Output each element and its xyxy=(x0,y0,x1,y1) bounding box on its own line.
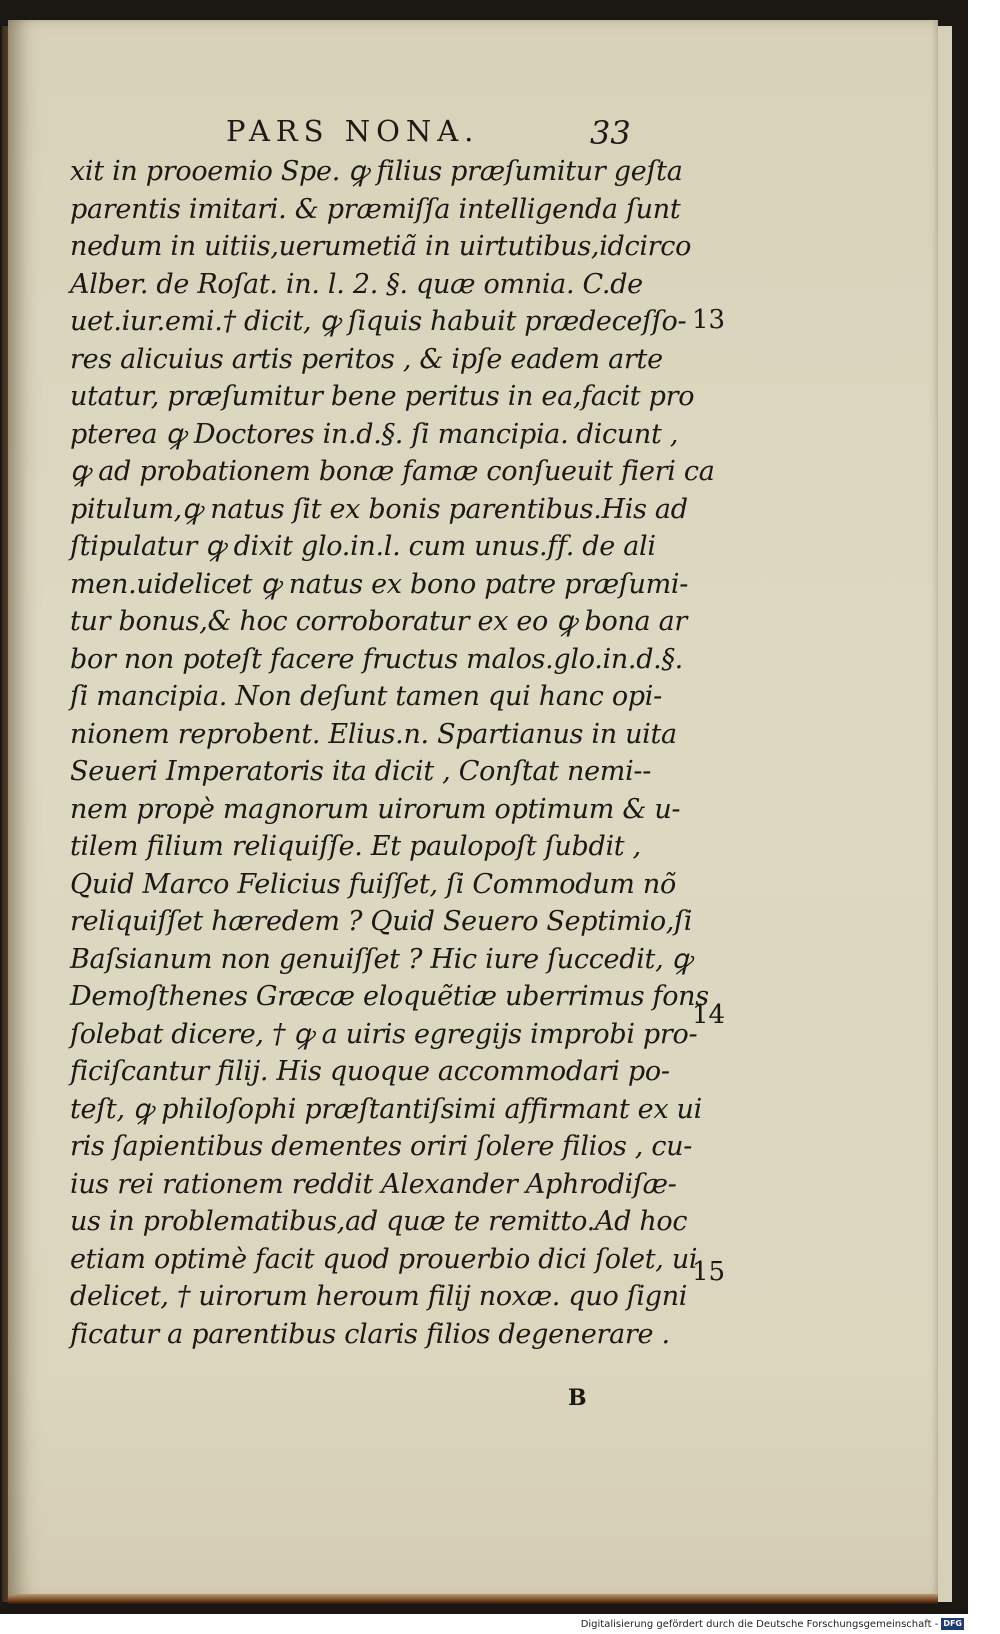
text-line: reliquiſſet hæredem ? Quid Seuero Septimio,ſi xyxy=(70,906,693,937)
text-line: ius rei rationem reddit Alexander Aphrodiſæ- xyxy=(70,1168,677,1200)
text-line: ris ſapientibus dementes oriri ſolere filios , cu- xyxy=(70,1131,693,1162)
text-line: men.uidelicet ꝙ natus ex bono patre præſumi- xyxy=(70,568,689,600)
text-line: Quid Marco Felicius fuiſſet, ſi Commodum nõ xyxy=(70,868,676,900)
text-line: res alicuius artis peritos , & ipſe eadem arte xyxy=(70,343,663,375)
text-line: pterea ꝙ Doctores in.d.§. ſi mancipia. dicunt , xyxy=(70,418,679,450)
text-line: Seueri Imperatoris ita dicit , Conſtat nemi-- xyxy=(70,756,652,787)
text-line: ſi mancipia. Non deſunt tamen qui hanc opi- xyxy=(70,681,662,712)
text-line: etiam optimè facit quod prouerbio dici ſolet, ui xyxy=(70,1243,698,1275)
text-line: nem propè magnorum uirorum optimum & u- xyxy=(70,793,681,825)
text-line: nedum in uitiis,uerumetiã in uirtutibus,idcirco xyxy=(70,231,692,262)
text-line: Baſsianum non genuiſſet ? Hic iure ſuccedit, ꝙ xyxy=(70,943,692,975)
text-line: delicet, † uirorum heroum filij noxæ. quo ſigni xyxy=(70,1281,688,1312)
text-line: teſt, ꝙ philoſophi præſtantiſsimi affirmant ex ui xyxy=(70,1093,702,1125)
text-line: ꝙ ad probationem bonæ famæ conſueuit fieri ca xyxy=(70,456,715,487)
text-line: ficatur a parentibus claris filios degenerare . xyxy=(70,1318,670,1350)
signature-mark: B xyxy=(568,1385,587,1411)
page-bottom-edge xyxy=(8,1594,938,1604)
text-line: ficiſcantur filij. His quoque accommodari po- xyxy=(70,1056,670,1087)
text-line: Alber. de Roſat. in. l. 2. §. quæ omnia. C.de xyxy=(70,268,643,300)
footer-credit-text: Digitalisierung gefördert durch die Deutsche Forschungsgemeinschaft - xyxy=(580,1618,939,1630)
text-line: tilem filium reliquiſſe. Et paulopoſt ſubdit , xyxy=(70,831,641,862)
text-line: bor non poteſt facere fructus malos.glo.in.d.§. xyxy=(70,643,683,675)
text-line: us in problematibus,ad quæ te remitto.Ad hoc xyxy=(70,1206,688,1237)
text-line: ſtipulatur ꝙ dixit glo.in.l. cum unus.ff. de ali xyxy=(70,531,656,562)
text-line: nionem reprobent. Elius.n. Spartianus in uita xyxy=(70,718,677,750)
text-line: uet.iur.emi.† dicit, ꝙ ſiquis habuit prædeceſſo- xyxy=(70,306,687,337)
footer-credit xyxy=(581,1618,964,1630)
text-line: ſolebat dicere, † ꝙ a uiris egregijs improbi pro- xyxy=(70,1018,698,1050)
margin-number: 14 xyxy=(692,1000,726,1030)
text-line: utatur, præſumitur bene peritus in ea,facit pro xyxy=(70,381,695,412)
running-header: PARS NONA. xyxy=(226,114,480,148)
text-line: pitulum,ꝙ natus ſit ex bonis parentibus.His ad xyxy=(70,493,688,525)
margin-number: 13 xyxy=(692,305,726,335)
text-line: xit in prooemio Spe. ꝙ filius præſumitur geſta xyxy=(70,156,683,187)
margin-number: 15 xyxy=(692,1257,726,1287)
text-line: parentis imitari. & præmiſſa intelligenda ſunt xyxy=(70,193,681,225)
dfg-logo[interactable]: DFG xyxy=(943,1619,962,1628)
text-line: Demoſthenes Græcæ eloquẽtiæ uberrimus fons xyxy=(70,981,709,1012)
folio-number: 33 xyxy=(590,114,631,152)
text-line: tur bonus,& hoc corroboratur ex eo ꝙ bona ar xyxy=(70,606,688,637)
